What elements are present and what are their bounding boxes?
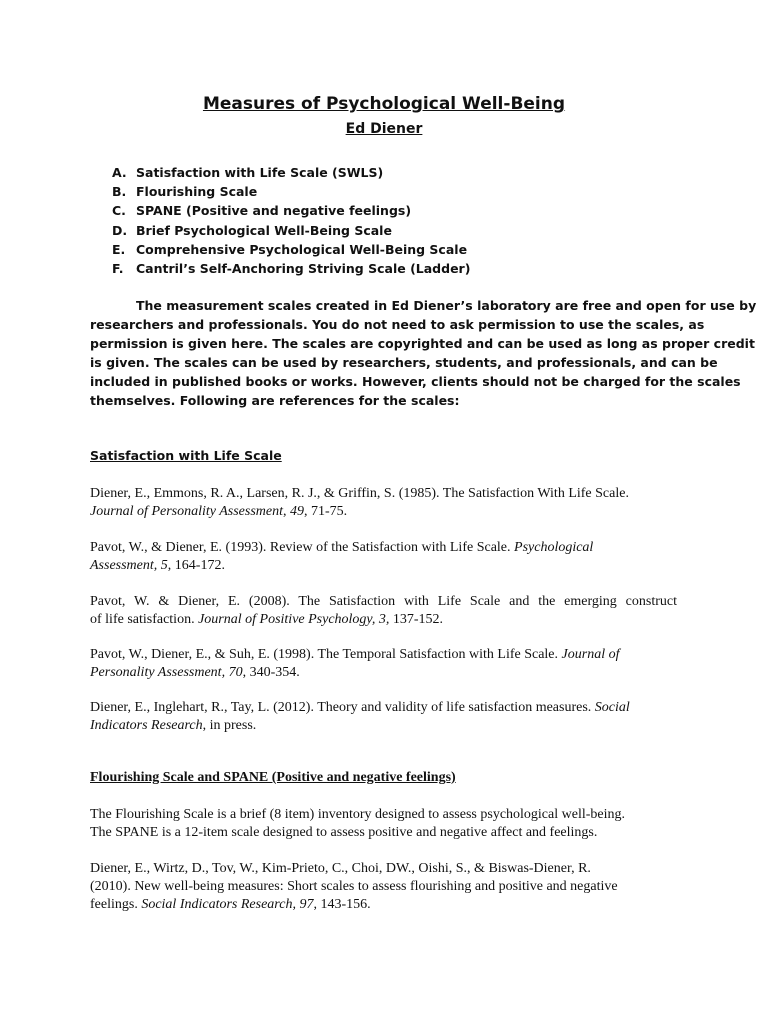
- reference-text: Pavot, W., & Diener, E. (1993). Review of the Satisfaction with Life Scale.: [90, 540, 515, 555]
- list-item: [112, 259, 470, 278]
- description-line: The SPANE is a 12-item scale designed to assess positive and negative affect and feelings.: [90, 825, 598, 840]
- list-item-label: Flourishing Scale: [136, 184, 258, 200]
- journal-name: Assessment, 5: [90, 558, 168, 573]
- list-marker: F.: [112, 260, 124, 276]
- reference-text: Diener, E., Inglehart, R., Tay, L. (2012). Theory and validity of life satisfaction measures.: [90, 700, 595, 715]
- reference-entry: [90, 593, 677, 629]
- intro-line: themselves. Following are references for the scales:: [90, 393, 460, 408]
- intro-line: included in published books or works. However, clients should not be charged for the scales: [90, 374, 741, 389]
- reference-pages: 137-152.: [389, 612, 444, 627]
- reference-pages: , 71-75.: [304, 504, 348, 519]
- intro-line: researchers and professionals. You do not need to ask permission to use the scales, as: [90, 317, 705, 332]
- reference-line: Diener, E., Emmons, R. A., Larsen, R. J., & Griffin, S. (1985). The Satisfaction With Life Scale.: [90, 486, 629, 501]
- reference-entry: [90, 539, 677, 575]
- list-item: [112, 240, 470, 259]
- reference-entry: [90, 485, 677, 521]
- journal-name: Journal of: [561, 647, 620, 662]
- section-description: [90, 806, 677, 842]
- reference-pages: , 164-172.: [167, 558, 225, 573]
- section-heading-flourishing: Flourishing Scale and SPANE (Positive and negative feelings): [90, 770, 456, 785]
- reference-pages: , 340-354.: [242, 665, 300, 680]
- list-item-label: SPANE (Positive and negative feelings): [136, 203, 412, 219]
- journal-name: Social Indicators Research, 97: [141, 897, 314, 912]
- list-marker: E.: [112, 241, 126, 257]
- list-marker: C.: [112, 203, 126, 219]
- reference-pages: , 143-156.: [313, 897, 371, 912]
- journal-name: Social: [594, 700, 630, 715]
- reference-entry: [90, 646, 677, 682]
- reference-line: [90, 896, 677, 914]
- intro-line: permission is given here. The scales are copyrighted and can be used as long as proper credit: [90, 336, 755, 351]
- journal-volume: 49: [290, 504, 305, 519]
- reference-line: [90, 646, 677, 664]
- reference-line: [90, 717, 677, 735]
- intro-line: is given. The scales can be used by researchers, students, and professionals, and can be: [90, 355, 718, 370]
- list-item: [112, 201, 470, 220]
- list-marker: D.: [112, 222, 128, 238]
- journal-name: Journal of Personality Assessment: [90, 504, 284, 519]
- reference-entry: [90, 860, 677, 914]
- list-marker: A.: [112, 165, 127, 180]
- journal-name: Indicators Research: [90, 718, 203, 733]
- reference-line: Pavot, W. & Diener, E. (2008). The Satisfaction with Life Scale and the emerging construct: [90, 594, 677, 609]
- journal-name: Journal of Positive Psychology, 3,: [198, 612, 390, 627]
- list-item: [112, 182, 470, 201]
- document-author: Ed Diener: [345, 121, 423, 137]
- reference-entry: [90, 699, 677, 735]
- list-item: [112, 163, 470, 182]
- reference-text: feelings.: [90, 897, 142, 912]
- list-item-label: Comprehensive Psychological Well-Being Scale: [136, 241, 468, 257]
- list-marker: B.: [112, 184, 127, 200]
- description-line: The Flourishing Scale is a brief (8 item) inventory designed to assess psychological well-being.: [90, 807, 625, 822]
- reference-separator: ,: [283, 504, 291, 519]
- reference-pages: , in press.: [202, 718, 257, 733]
- reference-text: Pavot, W., Diener, E., & Suh, E. (1998). The Temporal Satisfaction with Life Scale.: [90, 647, 562, 662]
- reference-line: [90, 503, 677, 521]
- reference-line: [90, 539, 677, 557]
- document-title: Measures of Psychological Well-Being: [202, 94, 566, 114]
- list-item-label: Satisfaction with Life Scale (SWLS): [136, 165, 384, 180]
- list-item: [112, 221, 470, 240]
- intro-paragraph: [90, 296, 757, 410]
- reference-line: [90, 557, 677, 575]
- journal-name: Psychological: [514, 540, 594, 555]
- reference-line: [90, 699, 677, 717]
- list-item-label: Brief Psychological Well-Being Scale: [136, 222, 392, 238]
- reference-line: (2010). New well-being measures: Short scales to assess flourishing and positive and negative: [90, 879, 618, 894]
- reference-text: of life satisfaction.: [90, 612, 199, 627]
- reference-line: [90, 611, 677, 629]
- intro-line: The measurement scales created in Ed Diener’s laboratory are free and open for use by: [136, 298, 757, 313]
- scale-list: [112, 163, 470, 278]
- reference-line: [90, 664, 677, 682]
- section-heading-swls: Satisfaction with Life Scale: [90, 448, 282, 463]
- journal-name: Personality Assessment, 70: [90, 665, 243, 680]
- list-item-label: Cantril’s Self-Anchoring Striving Scale (Ladder): [136, 260, 471, 276]
- reference-line: Diener, E., Wirtz, D., Tov, W., Kim-Prieto, C., Choi, DW., Oishi, S., & Biswas-Diener, R.: [90, 861, 591, 876]
